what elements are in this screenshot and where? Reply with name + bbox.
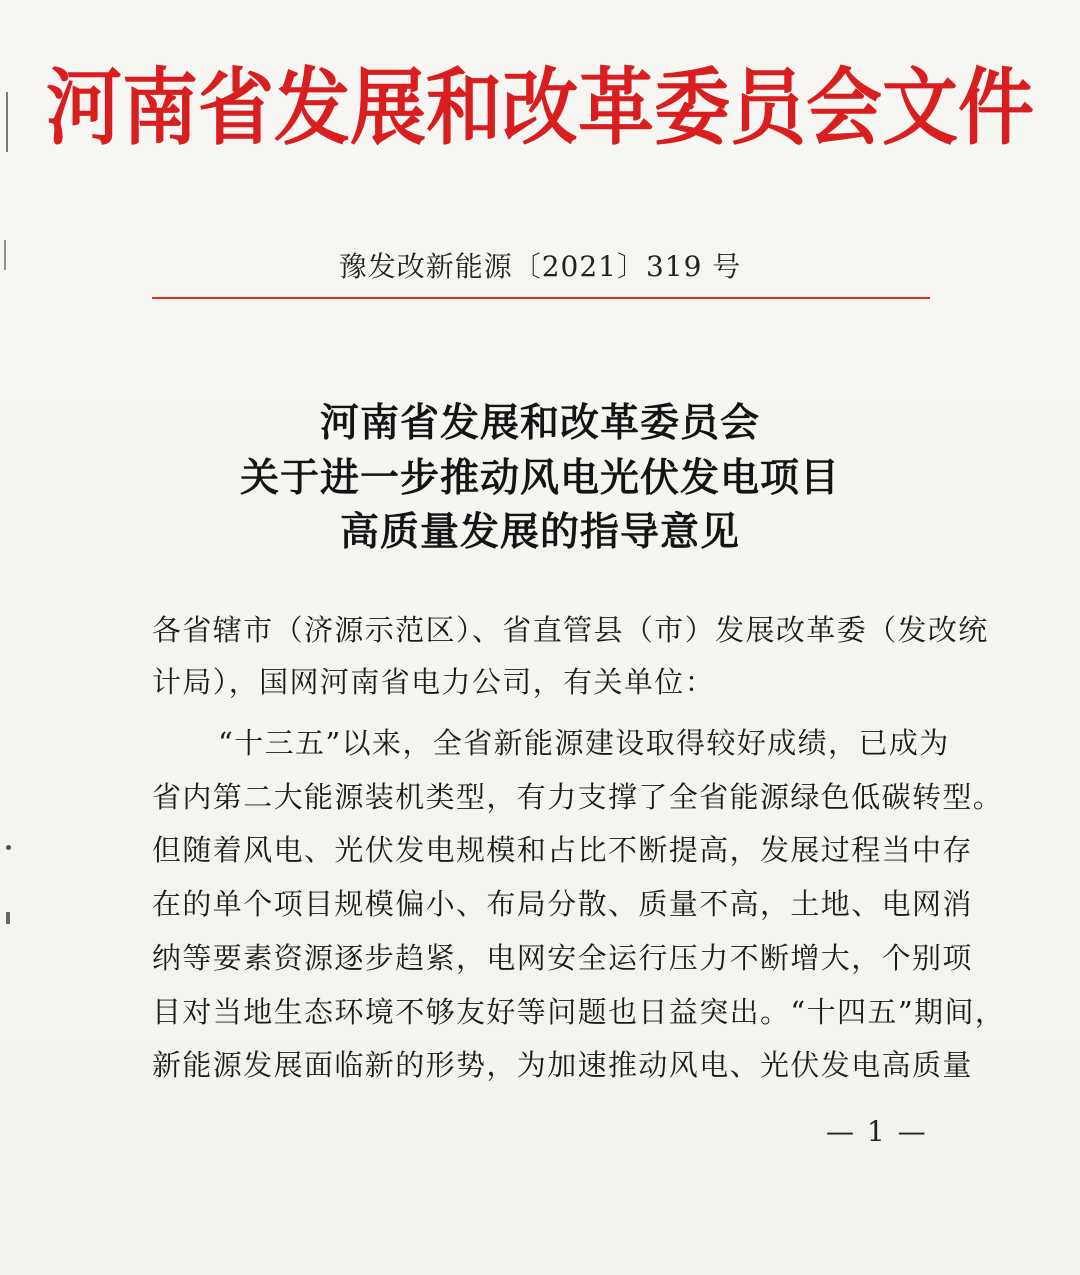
body-line: 在的单个项目规模偏小、布局分散、质量不高，土地、电网消 (152, 887, 973, 921)
main-title-line-3: 高质量发展的指导意见 (339, 509, 740, 555)
header-divider (152, 297, 930, 299)
main-title-line-2: 关于进一步推动风电光伏发电项目 (239, 455, 840, 501)
body-line: 新能源发展面临新的形势，为加速推动风电、光伏发电高质量 (152, 1048, 973, 1082)
body-line: 省内第二大能源装机类型，有力支撑了全省能源绿色低碳转型。 (152, 780, 1004, 814)
body-line: 但随着风电、光伏发电规模和占比不断提高，发展过程当中存 (152, 833, 973, 867)
body-line: 计局），国网河南省电力公司，有关单位： (152, 665, 716, 699)
scan-artifact (6, 912, 10, 924)
body-line: 纳等要素资源逐步趋紧，电网安全运行压力不断增大，个别项 (152, 941, 973, 975)
body-line: “十三五”以来，全省新能源建设取得较好成绩，已成为 (218, 726, 950, 760)
body-line: 目对当地生态环境不够友好等问题也日益突出。“十四五”期间， (152, 995, 1006, 1029)
document-header-title: 河南省发展和改革委员会文件 (46, 58, 1034, 157)
body-line: 各省辖市（济源示范区）、省直管县（市）发展改革委（发改统 (152, 613, 989, 647)
main-title-line-1: 河南省发展和改革委员会 (319, 400, 760, 446)
page-number: — 1 — (826, 1115, 928, 1148)
scan-artifact (6, 845, 11, 850)
document-number: 豫发改新能源〔2021〕319 号 (338, 250, 742, 283)
